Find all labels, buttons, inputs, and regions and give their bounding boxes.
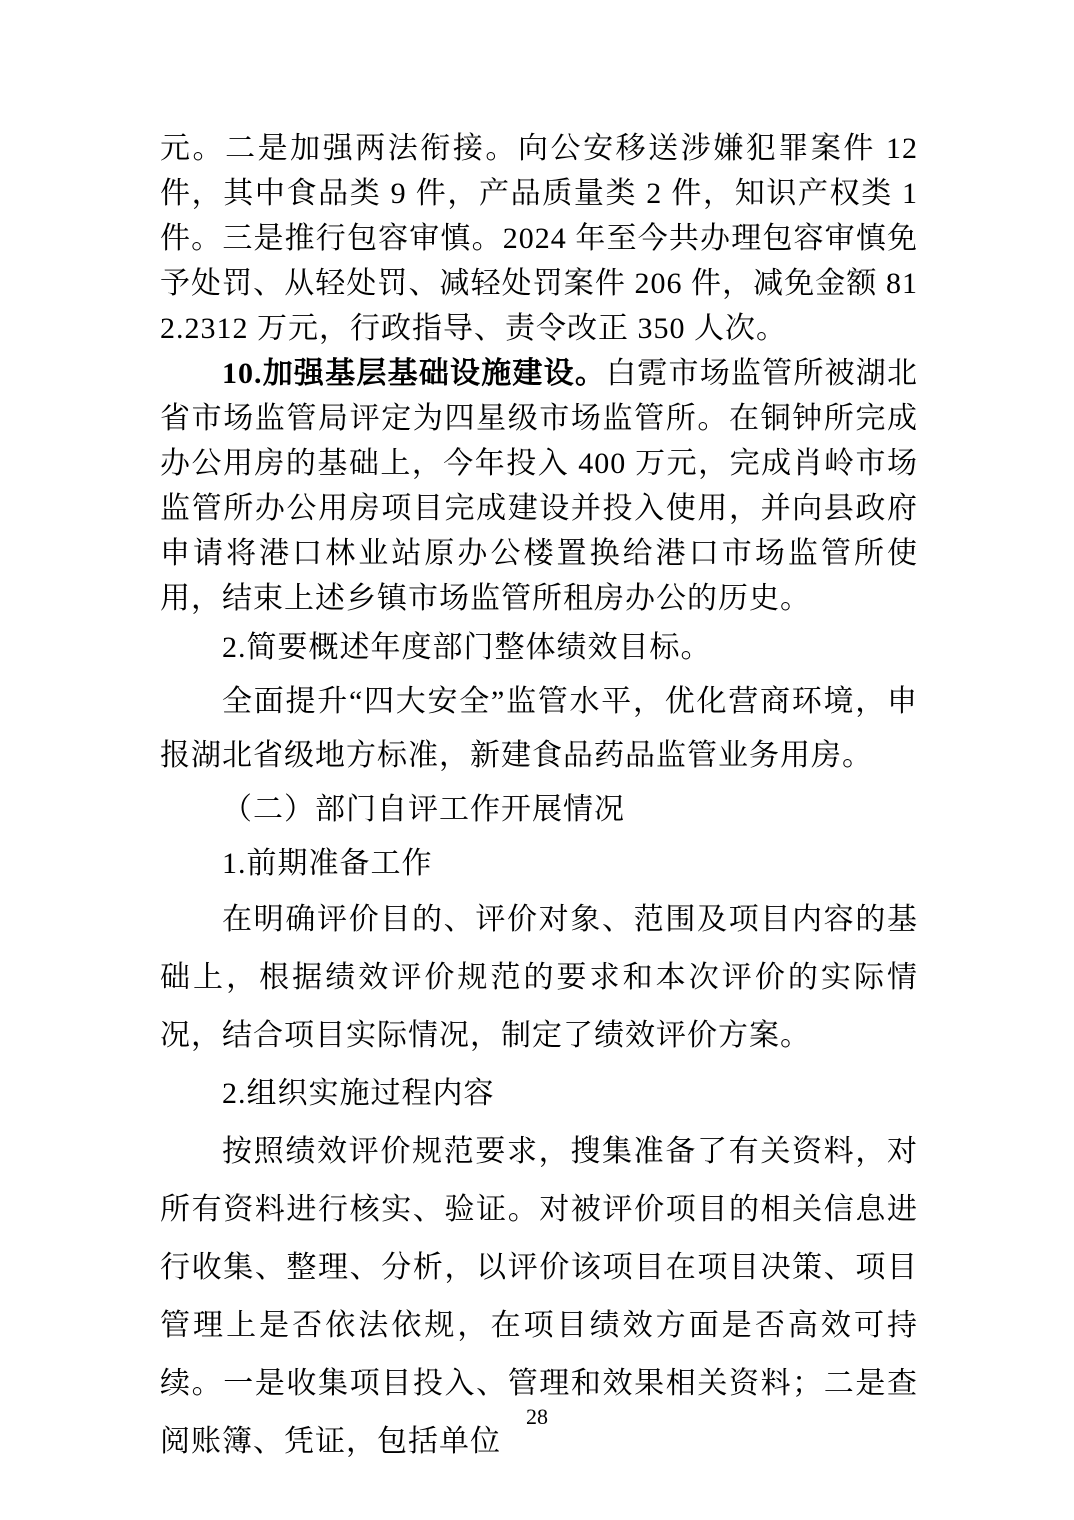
paragraph (160, 783, 918, 837)
paragraph (160, 621, 918, 675)
paragraph (160, 837, 918, 891)
page-number: 28 (526, 1404, 548, 1429)
text-segment: 2.组织实施过程内容 (222, 1077, 495, 1110)
text-segment: 元。二是加强两法衔接。向公安移送涉嫌犯罪案件 12 件，其中食品类 9 件，产品质量类 2 件，知识产权类 1 件。三是推行包容审慎。2024 年至今共办理包容审慎免予处罚、从轻处罚、减轻处罚案件 206 件，减免金额 812.2312 万元，行政指导、责令改正 350 人次。 (160, 132, 918, 345)
text-segment: 按照绩效评价规范要求，搜集准备了有关资料，对所有资料进行核实、验证。对被评价项目的相关信息进行收集、整理、分析，以评价该项目在项目决策、项目管理上是否依法依规，在项目绩效方面是否高效可持续。一是收集项目投入、管理和效果相关资料；二是查阅账簿、凭证，包括单位 (160, 1135, 918, 1458)
document-body (160, 126, 918, 1471)
text-segment: （二）部门自评工作开展情况 (222, 793, 625, 826)
paragraph (160, 891, 918, 1065)
text-segment: 在明确评价目的、评价对象、范围及项目内容的基础上，根据绩效评价规范的要求和本次评价的实际情况，结合项目实际情况，制定了绩效评价方案。 (160, 903, 918, 1052)
paragraph (160, 351, 918, 621)
text-segment: 1.前期准备工作 (222, 847, 433, 880)
bold-heading-segment: 10.加强基层基础设施建设。 (222, 357, 607, 390)
paragraph (160, 675, 918, 783)
text-segment: 2.简要概述年度部门整体绩效目标。 (222, 631, 712, 664)
paragraph (160, 126, 918, 351)
text-segment: 全面提升“四大安全”监管水平，优化营商环境，申报湖北省级地方标准，新建食品药品监管业务用房。 (160, 685, 918, 772)
text-segment: 白霓市场监管所被湖北省市场监管局评定为四星级市场监管所。在铜钟所完成办公用房的基础上，今年投入 400 万元，完成肖岭市场监管所办公用房项目完成建设并投入使用，并向县政府申请将港口林业站原办公楼置换给港口市场监管所使用，结束上述乡镇市场监管所租房办公的历史。 (160, 357, 919, 615)
paragraph (160, 1065, 918, 1123)
